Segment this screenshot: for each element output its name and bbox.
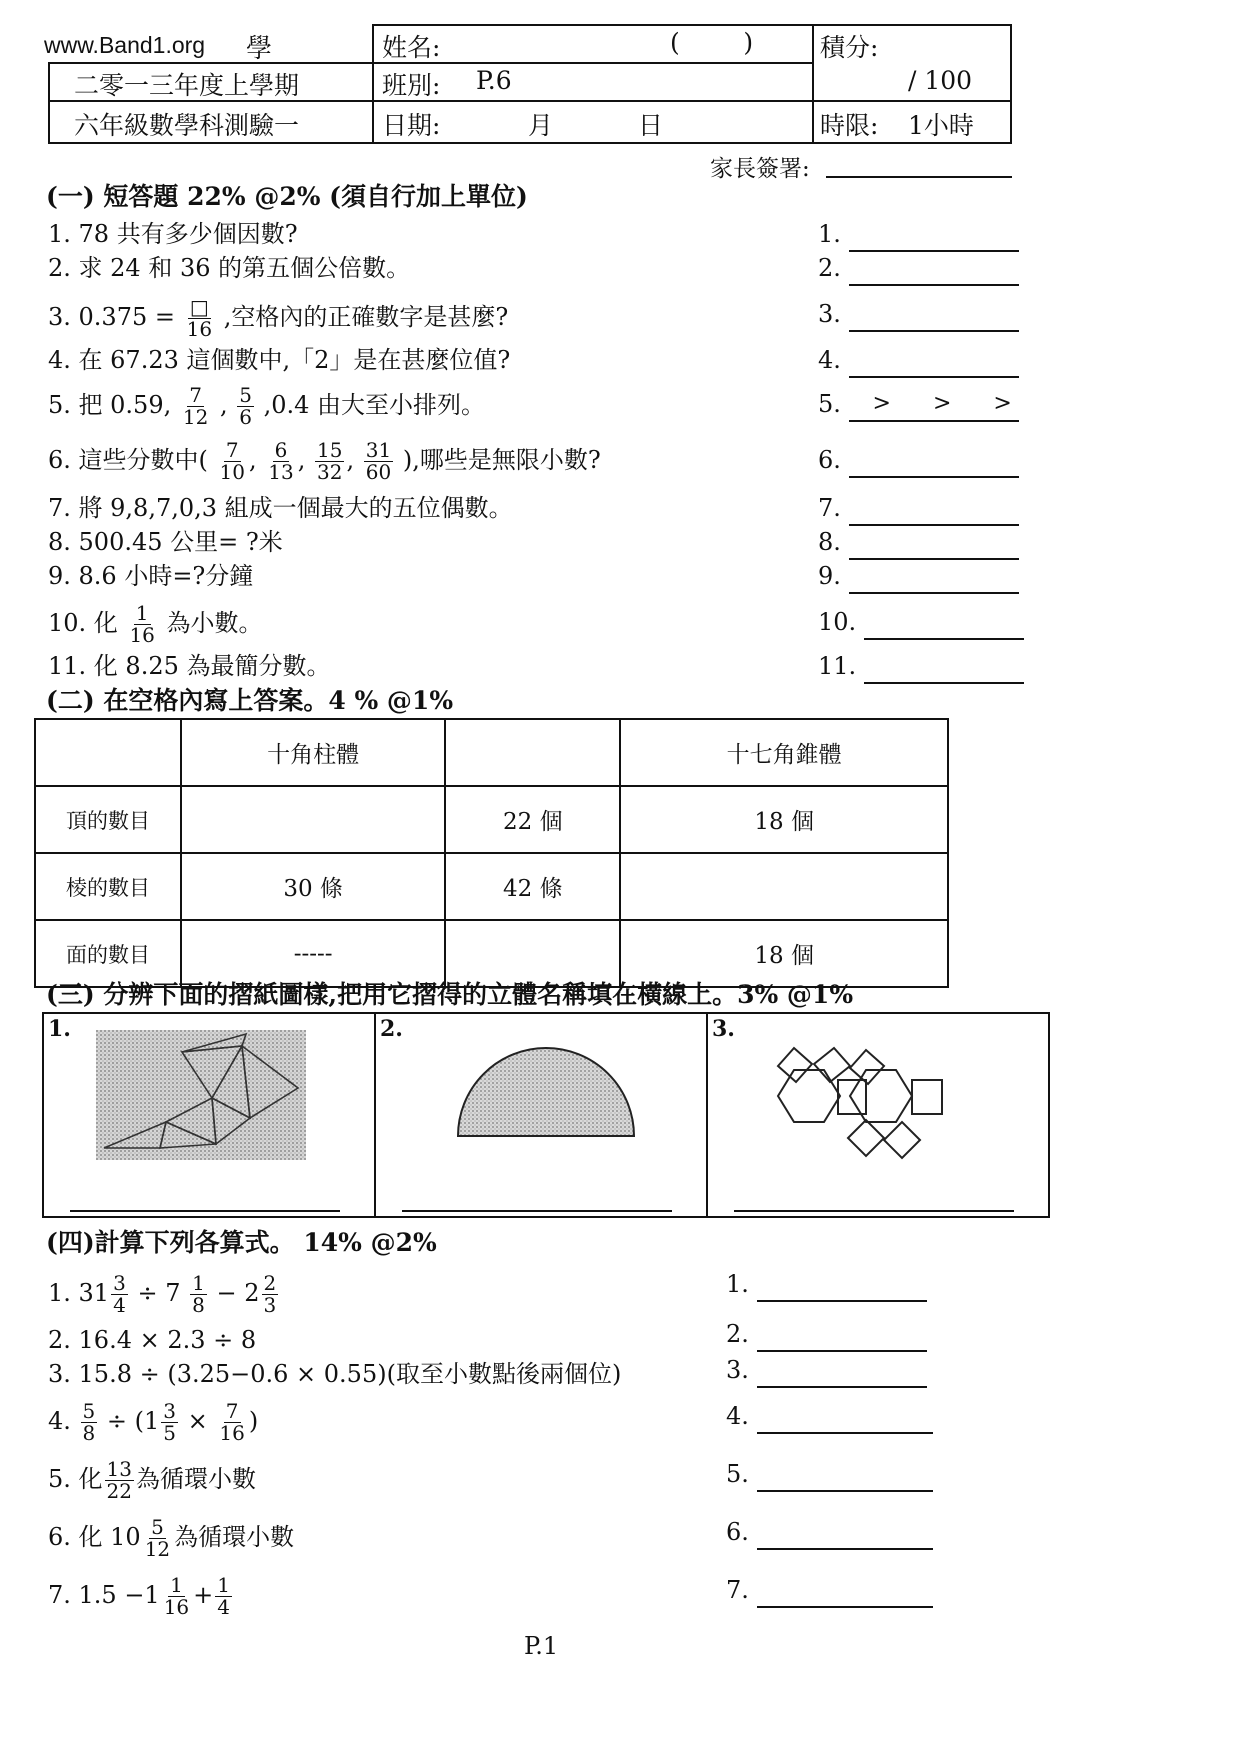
c4-f3-num: 7 <box>225 1399 239 1423</box>
parent-sign-label: 家長簽署: <box>710 156 810 182</box>
cell-vertices-blank: 22 個 <box>445 786 620 853</box>
header-table <box>40 24 1012 144</box>
s1-answer-10-label: 10. <box>818 608 857 636</box>
s1-answer-5[interactable] <box>818 386 1019 422</box>
q3-denominator: 16 <box>186 317 213 341</box>
header-heptadecagonal-pyramid: 十七角錐體 <box>620 719 948 786</box>
page-number: P.1 <box>524 1632 559 1660</box>
s4-answer-6[interactable] <box>726 1514 933 1550</box>
c4-f2-den: 5 <box>163 1421 177 1445</box>
q6-fraction-2 <box>266 440 295 483</box>
table-row <box>35 786 948 853</box>
c1-f1-den: 4 <box>113 1293 126 1317</box>
q3-prefix: 3. 0.375 = <box>48 303 175 331</box>
section4-title: (四)計算下列各算式。 14% @2% <box>46 1228 437 1257</box>
q6-f3-num: 15 <box>317 438 343 462</box>
school-char: 學 <box>246 34 273 64</box>
net-3-answer-line[interactable] <box>734 1210 1014 1212</box>
question-7: 7. 將 9,8,7,0,3 組成一個最大的五位偶數。 <box>48 494 513 522</box>
header-decagonal-prism: 十角柱體 <box>181 719 445 786</box>
s1-answer-7[interactable] <box>818 490 1019 526</box>
s1-answer-1[interactable] <box>818 216 1019 252</box>
c4-f1-num: 5 <box>82 1399 96 1423</box>
table-row <box>35 920 948 987</box>
c7-f1-num: 1 <box>170 1573 183 1597</box>
q5-fraction-2 <box>237 385 254 428</box>
month-label: 月 <box>528 111 554 140</box>
q5-suffix: ,0.4 由大至小排列。 <box>263 391 486 419</box>
s1-answer-3-label: 3. <box>818 300 841 328</box>
header-blank-solid[interactable] <box>445 719 620 786</box>
net-pictures-box <box>42 1012 1050 1218</box>
s4-answer-2-label: 2. <box>726 1320 749 1348</box>
s1-answer-2-label: 2. <box>818 254 841 282</box>
net-2-number: 2. <box>380 1016 403 1042</box>
c4-fraction-3 <box>217 1401 246 1444</box>
calc-3: 3. 15.8 ÷ (3.25−0.6 × 0.55)(取至小數點後兩個位) <box>48 1360 622 1388</box>
q5-f1-num: 7 <box>189 383 202 407</box>
parent-sign-line <box>826 176 1012 178</box>
question-8: 8. 500.45 公里= ?米 <box>48 528 283 556</box>
q3-numerator: □ <box>189 295 209 319</box>
q5-fraction-1 <box>181 385 210 428</box>
c5-suffix: 為循環小數 <box>135 1465 256 1493</box>
s1-answer-8-label: 8. <box>818 528 841 556</box>
net-3-number: 3. <box>712 1016 735 1042</box>
c5-num: 13 <box>106 1457 132 1481</box>
q10-prefix: 10. 化 <box>48 609 118 637</box>
c7-f2-num: 1 <box>217 1573 230 1597</box>
q6-fraction-1 <box>218 440 247 483</box>
c4-f2-num: 3 <box>163 1399 177 1423</box>
cell-vertices-prism[interactable] <box>181 786 445 853</box>
s1-answer-9[interactable] <box>818 558 1019 594</box>
cell-vertices-pyramid: 18 個 <box>620 786 948 853</box>
s4-answer-2[interactable] <box>726 1316 927 1352</box>
q6-fraction-4 <box>364 440 393 483</box>
question-11: 11. 化 8.25 為最簡分數。 <box>48 652 331 680</box>
table-row <box>35 853 948 920</box>
calc-7 <box>48 1568 234 1622</box>
s1-answer-11[interactable] <box>818 648 1024 684</box>
row-label-vertices: 頂的數目 <box>35 786 181 853</box>
q6-comma-1: , <box>248 446 257 474</box>
c1-op1: ÷ 7 <box>137 1279 181 1307</box>
calc-6 <box>48 1510 294 1564</box>
time-value: 1小時 <box>908 111 974 140</box>
c6-prefix: 6. 化 10 <box>48 1523 141 1551</box>
name-label: 姓名: <box>382 33 441 62</box>
calc-2: 2. 16.4 × 2.3 ÷ 8 <box>48 1326 257 1354</box>
s1-answer-4[interactable] <box>818 342 1019 378</box>
section2-title: (二) 在空格內寫上答案。4 % @1% <box>46 686 454 715</box>
header-year: 二零一三年度上學期 <box>74 71 300 100</box>
header-exam: 六年級數學科測驗一 <box>74 111 300 140</box>
q5-f2-num: 5 <box>239 383 252 407</box>
number-bracket: ( ) <box>670 28 754 57</box>
q6-comma-3: , <box>346 446 355 474</box>
s4-answer-6-label: 6. <box>726 1518 749 1546</box>
s4-answer-1[interactable] <box>726 1266 927 1302</box>
calc-5 <box>48 1452 256 1506</box>
net-picture-1 <box>44 1014 376 1216</box>
table-header-row <box>35 719 948 786</box>
watermark: www.Band1.org <box>44 32 206 58</box>
date-label: 日期: <box>382 111 441 140</box>
s1-answer-1-label: 1. <box>818 220 841 248</box>
c1-f2-num: 1 <box>192 1271 205 1295</box>
s1-answer-2[interactable] <box>818 250 1019 286</box>
hexagonal-prism-net-icon <box>708 1022 1048 1182</box>
c5-prefix: 5. 化 <box>48 1465 103 1493</box>
c5-fraction <box>105 1459 134 1502</box>
q6-f4-den: 60 <box>365 460 392 484</box>
day-label: 日 <box>638 111 664 140</box>
net-2-answer-line[interactable] <box>402 1210 672 1212</box>
s4-answer-4[interactable] <box>726 1398 933 1434</box>
q3-suffix: ,空格內的正確數字是甚麼? <box>223 303 509 331</box>
cell-edges-blank: 42 條 <box>445 853 620 920</box>
s1-answer-9-label: 9. <box>818 562 841 590</box>
polyhedra-table <box>34 718 949 988</box>
table-corner-cell <box>35 719 181 786</box>
q5-prefix: 5. 把 0.59, <box>48 391 172 419</box>
c4-fraction-2 <box>161 1401 178 1444</box>
q6-f4-num: 31 <box>365 438 392 462</box>
q6-f2-num: 6 <box>274 438 288 462</box>
c4-prefix: 4. <box>48 1407 71 1435</box>
s4-answer-3[interactable] <box>726 1352 927 1388</box>
question-5 <box>48 380 485 430</box>
s1-answer-7-label: 7. <box>818 494 841 522</box>
s1-answer-10[interactable] <box>818 604 1024 640</box>
q6-comma-2: , <box>297 446 306 474</box>
s1-answer-11-label: 11. <box>818 652 857 680</box>
calc-4 <box>48 1394 258 1448</box>
c7-fraction-2 <box>215 1575 232 1618</box>
q6-prefix: 6. 這些分數中( <box>48 446 208 474</box>
q6-f1-num: 7 <box>225 438 239 462</box>
question-1: 1. 78 共有多少個因數? <box>48 220 298 248</box>
net-1-answer-line[interactable] <box>70 1210 340 1212</box>
s1-answer-8[interactable] <box>818 524 1019 560</box>
c4-op2: × <box>187 1407 208 1435</box>
section3-title: (三) 分辨下面的摺紙圖樣,把用它摺得的立體名稱填在橫線上。3% @1% <box>46 980 854 1009</box>
c4-suffix: ) <box>248 1407 259 1435</box>
c7-fraction-1 <box>162 1575 191 1618</box>
s4-answer-5-label: 5. <box>726 1460 749 1488</box>
q10-num: 1 <box>135 601 149 625</box>
s4-answer-3-label: 3. <box>726 1356 749 1384</box>
s1-answer-3[interactable] <box>818 296 1019 332</box>
s4-answer-7-label: 7. <box>726 1576 749 1604</box>
question-2: 2. 求 24 和 36 的第五個公倍數。 <box>48 254 411 282</box>
c6-suffix: 為循環小數 <box>174 1523 295 1551</box>
score-total: / 100 <box>908 66 973 95</box>
c1-fraction-1 <box>111 1273 128 1316</box>
question-4: 4. 在 67.23 這個數中,「2」是在甚麼位值? <box>48 346 511 374</box>
q6-f1-den: 10 <box>219 460 245 484</box>
section1-title: (一) 短答題 22% @2% (須自行加上單位) <box>46 182 528 211</box>
question-3 <box>48 292 508 342</box>
net-picture-3 <box>708 1014 1048 1216</box>
row-label-faces: 面的數目 <box>35 920 181 987</box>
cell-edges-pyramid[interactable] <box>620 853 948 920</box>
c6-num: 5 <box>151 1515 164 1539</box>
c7-f1-den: 16 <box>163 1595 190 1619</box>
cell-faces-blank[interactable] <box>445 920 620 987</box>
q6-f2-den: 13 <box>268 460 294 484</box>
cell-faces-pyramid: 18 個 <box>620 920 948 987</box>
q3-fraction <box>185 297 214 340</box>
c7-f2-den: 4 <box>217 1595 230 1619</box>
calc-1 <box>48 1266 280 1320</box>
q5-f2-den: 6 <box>239 405 252 429</box>
cell-faces-prism: ----- <box>181 920 445 987</box>
q6-fraction-3 <box>315 440 344 483</box>
question-9: 9. 8.6 小時=?分鐘 <box>48 562 254 590</box>
question-6 <box>48 434 601 486</box>
class-value: P.6 <box>476 66 512 95</box>
c6-den: 12 <box>144 1537 171 1561</box>
c6-fraction <box>143 1517 172 1560</box>
question-10 <box>48 598 263 648</box>
s1-answer-4-label: 4. <box>818 346 841 374</box>
c1-f2-den: 8 <box>192 1293 205 1317</box>
q10-fraction <box>127 603 156 646</box>
c1-fraction-3 <box>262 1273 279 1316</box>
q6-f3-den: 32 <box>317 460 343 484</box>
q5-sep: , <box>219 391 228 419</box>
s4-answer-1-label: 1. <box>726 1270 749 1298</box>
c1-fraction-2 <box>190 1273 207 1316</box>
q5-f1-den: 12 <box>182 405 209 429</box>
s1-answer-5-label: 5. <box>818 390 841 418</box>
c1-f3-den: 3 <box>263 1293 277 1317</box>
net-1-number: 1. <box>48 1016 71 1042</box>
s4-answer-7[interactable] <box>726 1572 933 1608</box>
c1-op2: − 2 <box>216 1279 260 1307</box>
q10-den: 16 <box>129 623 155 647</box>
row-label-edges: 棱的數目 <box>35 853 181 920</box>
c7-op: + <box>193 1581 214 1609</box>
class-label: 班別: <box>382 71 441 100</box>
c7-prefix: 7. 1.5 −1 <box>48 1581 160 1609</box>
semicircle-net-icon <box>376 1022 708 1182</box>
score-label: 積分: <box>820 33 879 62</box>
c5-den: 22 <box>106 1479 132 1503</box>
c4-fraction-1 <box>81 1401 98 1444</box>
c4-op1: ÷ (1 <box>106 1407 160 1435</box>
q10-suffix: 為小數。 <box>166 609 263 637</box>
c4-f3-den: 16 <box>219 1421 245 1445</box>
c1-f3-num: 2 <box>263 1271 277 1295</box>
triangles-net-icon <box>44 1022 376 1182</box>
s1-answer-6[interactable] <box>818 442 1019 478</box>
q6-suffix: ),哪些是無限小數? <box>402 446 601 474</box>
c4-f1-den: 8 <box>82 1421 96 1445</box>
c1-f1-num: 3 <box>113 1271 126 1295</box>
time-label: 時限: <box>820 111 879 140</box>
s1-answer-6-label: 6. <box>818 446 841 474</box>
s4-answer-5[interactable] <box>726 1456 933 1492</box>
net-picture-2 <box>376 1014 708 1216</box>
s4-answer-4-label: 4. <box>726 1402 749 1430</box>
cell-edges-prism: 30 條 <box>181 853 445 920</box>
c1-prefix: 1. 31 <box>48 1279 110 1307</box>
s1-answer-5-marks: > > > <box>872 391 1012 416</box>
